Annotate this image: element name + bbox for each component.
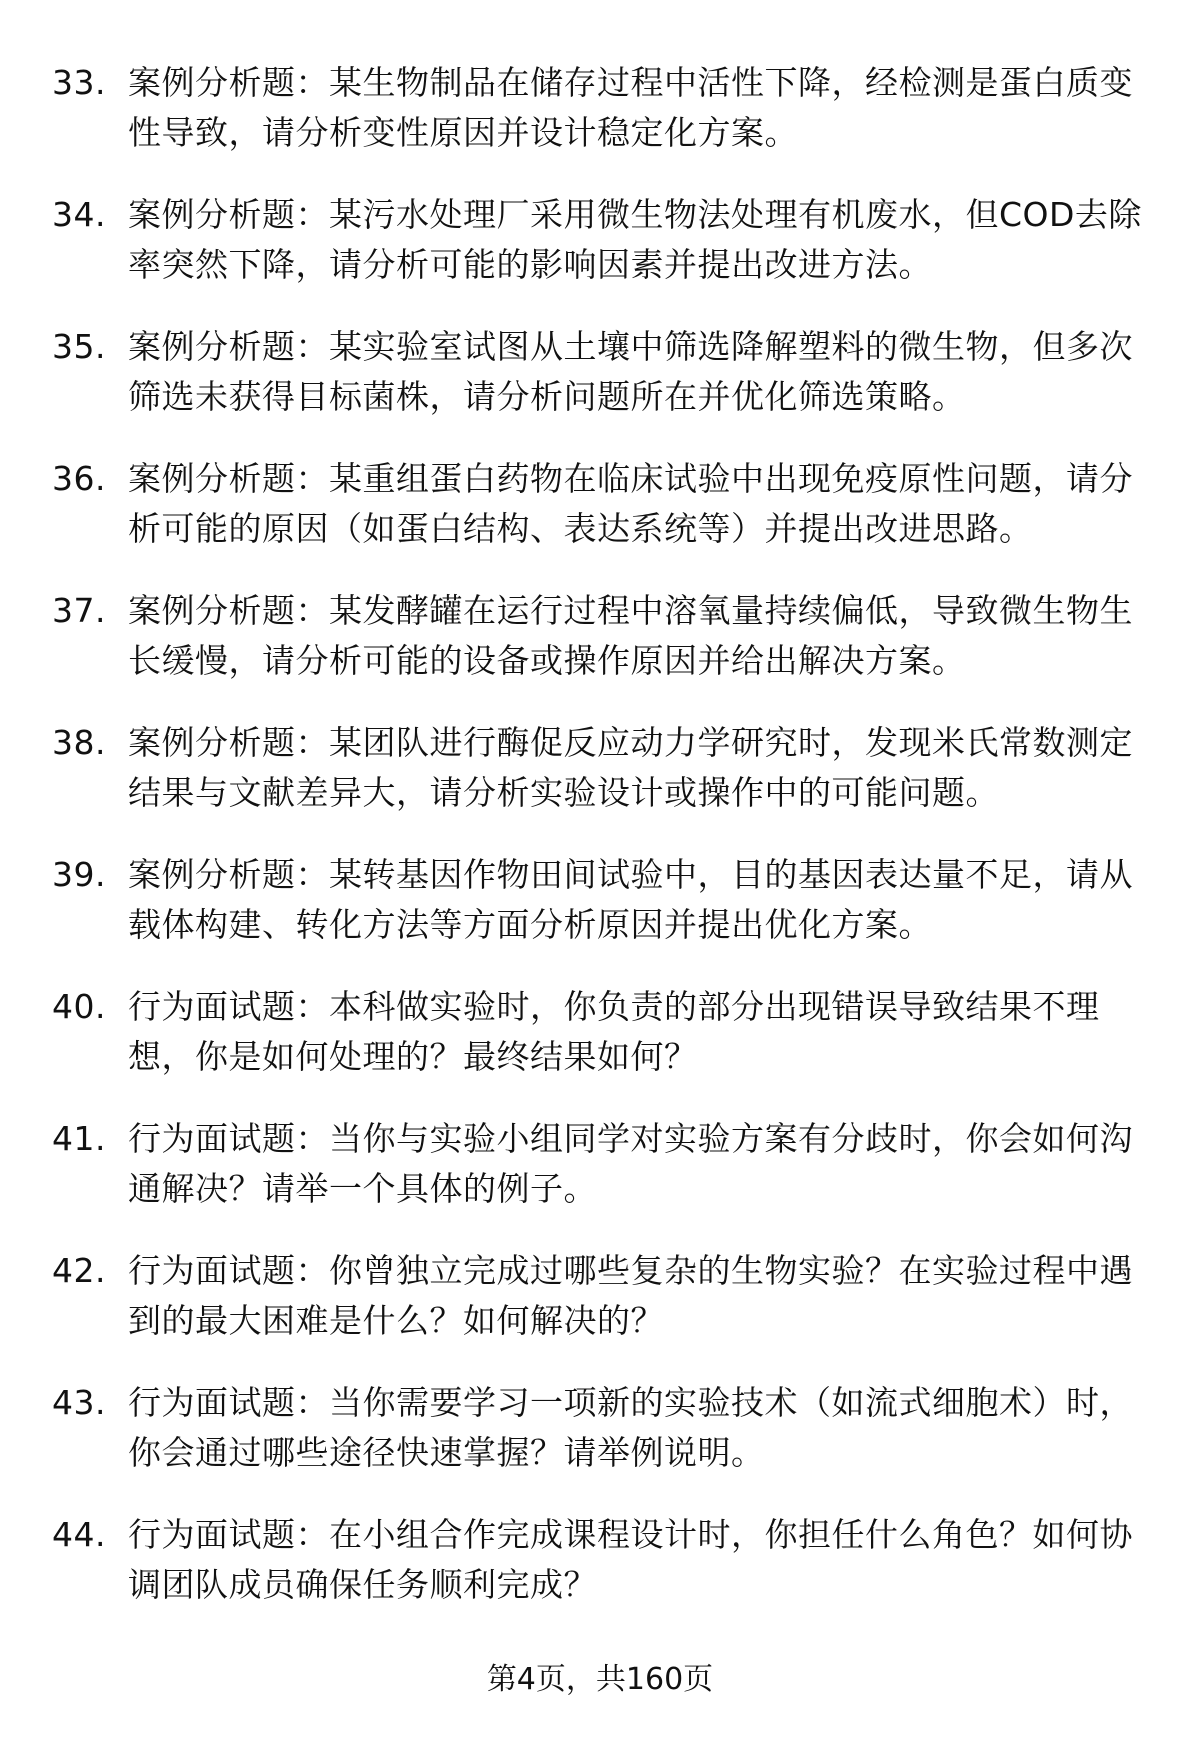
question-number: 36. (52, 459, 106, 498)
question-text: 行为面试题：当你与实验小组同学对实验方案有分歧时，你会如何沟通解决？请举一个具体的例子。 (128, 1119, 1133, 1208)
question-text: 行为面试题：你曾独立完成过哪些复杂的生物实验？在实验过程中遇到的最大困难是什么？如何解决的？ (128, 1251, 1133, 1340)
question-item-37 (52, 586, 1162, 686)
question-item-34 (52, 190, 1162, 290)
question-number: 33. (52, 63, 106, 102)
question-number: 37. (52, 591, 106, 630)
question-item-33 (52, 58, 1162, 158)
question-item-39 (52, 850, 1162, 950)
question-number: 42. (52, 1251, 106, 1290)
question-text: 行为面试题：本科做实验时，你负责的部分出现错误导致结果不理想，你是如何处理的？最终结果如何？ (128, 987, 1100, 1076)
question-number: 44. (52, 1515, 106, 1554)
question-number: 35. (52, 327, 106, 366)
question-list (52, 58, 1162, 1642)
page-footer (0, 1658, 1200, 1702)
question-item-35 (52, 322, 1162, 422)
question-text: 案例分析题：某生物制品在储存过程中活性下降，经检测是蛋白质变性导致，请分析变性原因并设计稳定化方案。 (128, 63, 1133, 152)
question-text: 案例分析题：某污水处理厂采用微生物法处理有机废水，但COD去除率突然下降，请分析可能的影响因素并提出改进方法。 (128, 195, 1142, 284)
question-text: 案例分析题：某发酵罐在运行过程中溶氧量持续偏低，导致微生物生长缓慢，请分析可能的设备或操作原因并给出解决方案。 (128, 591, 1133, 680)
question-text: 案例分析题：某团队进行酶促反应动力学研究时，发现米氏常数测定结果与文献差异大，请分析实验设计或操作中的可能问题。 (128, 723, 1133, 812)
question-text: 案例分析题：某重组蛋白药物在临床试验中出现免疫原性问题，请分析可能的原因（如蛋白结构、表达系统等）并提出改进思路。 (128, 459, 1133, 548)
question-number: 43. (52, 1383, 106, 1422)
question-item-38 (52, 718, 1162, 818)
question-item-42 (52, 1246, 1162, 1346)
page-number-label: 第4页，共160页 (486, 1662, 714, 1697)
question-item-36 (52, 454, 1162, 554)
question-item-41 (52, 1114, 1162, 1214)
question-number: 41. (52, 1119, 106, 1158)
question-item-44 (52, 1510, 1162, 1610)
question-number: 38. (52, 723, 106, 762)
question-text: 案例分析题：某转基因作物田间试验中，目的基因表达量不足，请从载体构建、转化方法等方面分析原因并提出优化方案。 (128, 855, 1133, 944)
question-number: 40. (52, 987, 106, 1026)
question-text: 行为面试题：在小组合作完成课程设计时，你担任什么角色？如何协调团队成员确保任务顺利完成？ (128, 1515, 1133, 1604)
question-text: 行为面试题：当你需要学习一项新的实验技术（如流式细胞术）时，你会通过哪些途径快速掌握？请举例说明。 (128, 1383, 1133, 1472)
question-text: 案例分析题：某实验室试图从土壤中筛选降解塑料的微生物，但多次筛选未获得目标菌株，请分析问题所在并优化筛选策略。 (128, 327, 1133, 416)
question-item-43 (52, 1378, 1162, 1478)
question-number: 34. (52, 195, 106, 234)
question-item-40 (52, 982, 1162, 1082)
question-number: 39. (52, 855, 106, 894)
